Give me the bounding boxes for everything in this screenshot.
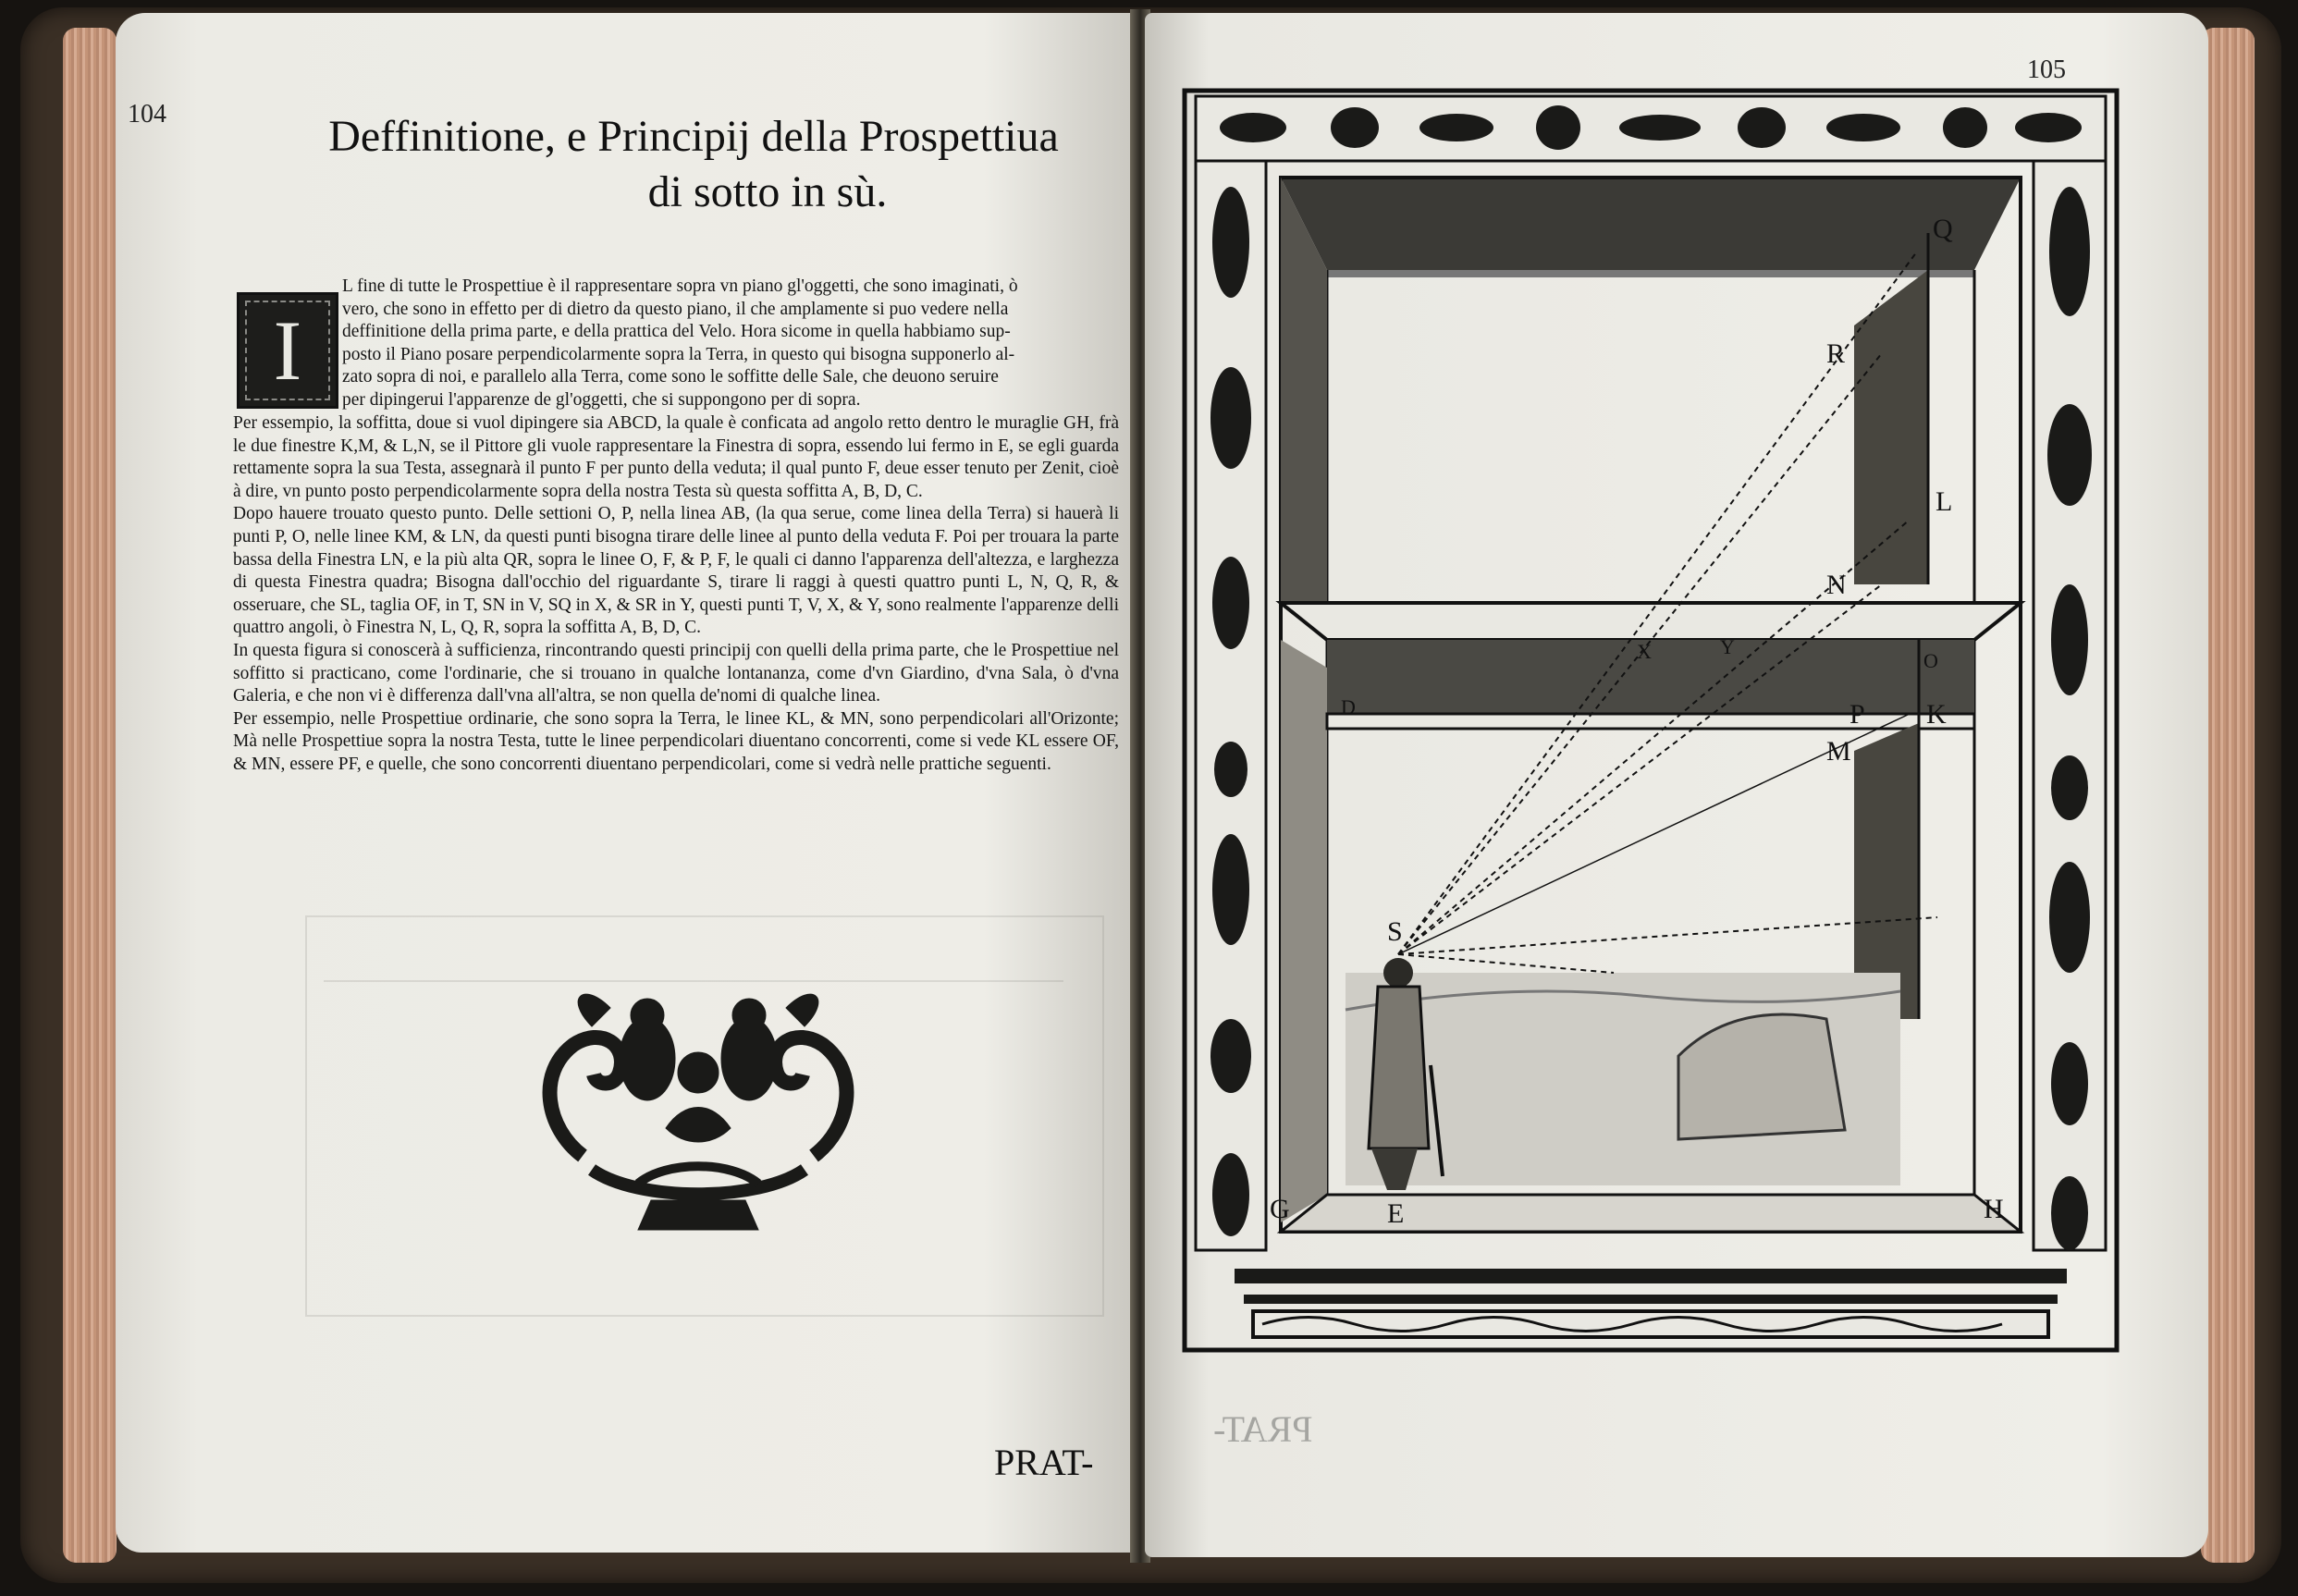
label-r: R xyxy=(1826,338,1846,369)
label-q: Q xyxy=(1933,214,1953,244)
soffit-beam xyxy=(1281,603,2021,640)
page-edges-left xyxy=(63,28,117,1563)
label-d: D xyxy=(1341,695,1356,718)
label-o: O xyxy=(1923,649,1938,672)
left-page xyxy=(116,13,1137,1553)
page-title xyxy=(277,109,1110,220)
paragraph-1-line: vero, che sono in effetto per di dietro da questo piano, il che amplamente si puo vedere nella xyxy=(342,299,1009,319)
catchword: PRAT- xyxy=(994,1442,1094,1483)
label-n: N xyxy=(1826,570,1847,600)
ornament-woodcut-image xyxy=(527,971,869,1248)
paragraph-1 xyxy=(342,276,1121,412)
paragraph-3: Dopo hauere trouato questo punto. Delle settioni O, P, nella linea AB, (la qua serue, come linea della Terra) si hauerà li punti P, O, nelle linee KM, & LN, da questi punti bisogna tirare delle linee al punto della veduta F. Poi per trouara la parte bassa della Finestra LN, e la più alta QR, sopra le linee O, F, & P, F, le quali ci danno l'apparenza dell'altezza, e larghezza di questa Finestra quadra; Bisogna dall'occhio del riguardante S, tirare li raggi à questi quattro punti L, N, Q, R, & osseruare, che SL, taglia OF, in T, SN in V, SQ in X, & SR in Y, questi punti T, V, X, & Y, sono realmente l'apparenze delli quattro angoli, ò Finestra N, L, Q, R, sopra la soffitta A, B, D, C. xyxy=(233,504,1119,638)
label-k: K xyxy=(1926,699,1947,730)
body-text xyxy=(233,412,1119,777)
label-s: S xyxy=(1387,916,1403,947)
paragraph-4: In questa figura si conoscerà à sufficienza, rincontrando questi principij con quelli della prima parte, che le Prospettiue nel soffitto si practicano, come l'ordinarie, che si trouano in qualche lontananza, come d'vn Giardino, d'vna Sala, ò d'vna Galeria, e che non vi è differenza dall'vna all'altra, se non quella de'nomi di qualche linea. xyxy=(233,640,1119,706)
bottom-molding xyxy=(1235,1269,2067,1283)
title-line-1: Deffinitione, e Principij della Prospettiua xyxy=(328,112,1059,161)
upper-window xyxy=(1854,270,1928,584)
label-l: L xyxy=(1935,486,1953,517)
label-m: M xyxy=(1826,736,1851,767)
page-number-right: 105 xyxy=(2027,55,2066,84)
label-p: P xyxy=(1849,699,1865,730)
label-h: H xyxy=(1984,1194,2004,1224)
decorated-initial: I xyxy=(237,292,338,409)
title-line-2: di sotto in sù. xyxy=(647,167,888,216)
perspective-woodcut-plate xyxy=(1179,85,2122,1380)
label-g: G xyxy=(1270,1194,1290,1224)
paragraph-1-line: posto il Piano posare perpendicolarmente sopra la Terra, in questo qui bisogna supponerlo al- xyxy=(342,344,1015,364)
label-x: X xyxy=(1637,640,1652,663)
paragraph-5: Per essempio, nelle Prospettiue ordinarie, che sono sopra la Terra, le linee KL, & MN, sono perpendicolari all'Orizonte; Mà nelle Prospettiue sopra la nostra Testa, tutte le linee perpendicolari diuentano concorrenti, come si vede KL essere OF, & MN, essere PF, e quelle, che sono concorrenti diuentano perpendicolari, come si vedrà nelle prattiche seguenti. xyxy=(233,708,1119,774)
ceiling-slab xyxy=(1281,178,2021,270)
label-e: E xyxy=(1387,1198,1405,1229)
page-edges-right xyxy=(2201,28,2255,1563)
page-number-left: 104 xyxy=(128,100,166,129)
label-y: Y xyxy=(1720,635,1735,658)
paragraph-1-line: deffinitione della prima parte, e della prattica del Velo. Hora sicome in quella habbiamo sup- xyxy=(342,322,1011,342)
paragraph-1-line: L fine di tutte le Prospettiue è il rappresentare sopra vn piano gl'oggetti, che sono imaginati, ò xyxy=(342,276,1018,296)
paragraph-1-line: per dipingerui l'apparenze de gl'oggetti, che si suppongono per di sopra. xyxy=(342,389,861,410)
paragraph-1-line: zato sopra di noi, e parallelo alla Terra, come sono le soffitte delle Sale, che deuono seruire xyxy=(342,367,999,387)
mirrored-catchword: PRAT- xyxy=(1213,1408,1313,1450)
paragraph-2: Per essempio, la soffitta, doue si vuol dipingere sia ABCD, la quale è conficata ad angolo retto dentro le muraglie GH, frà le due finestre K,M, & L,N, se il Pittore gli vuole rappresentare la Finestra di sopra, essendo lui fermo in E, se egli guarda rettamente sopra la sua Testa, assegnarà il punto F per punto della veduta; il qual punto F, deue esser tenuto per Zenit, cioè à dire, vn punto posto perpendicolarmente sopra della nostra Testa sù questa soffitta A, B, D, C. xyxy=(233,413,1119,501)
